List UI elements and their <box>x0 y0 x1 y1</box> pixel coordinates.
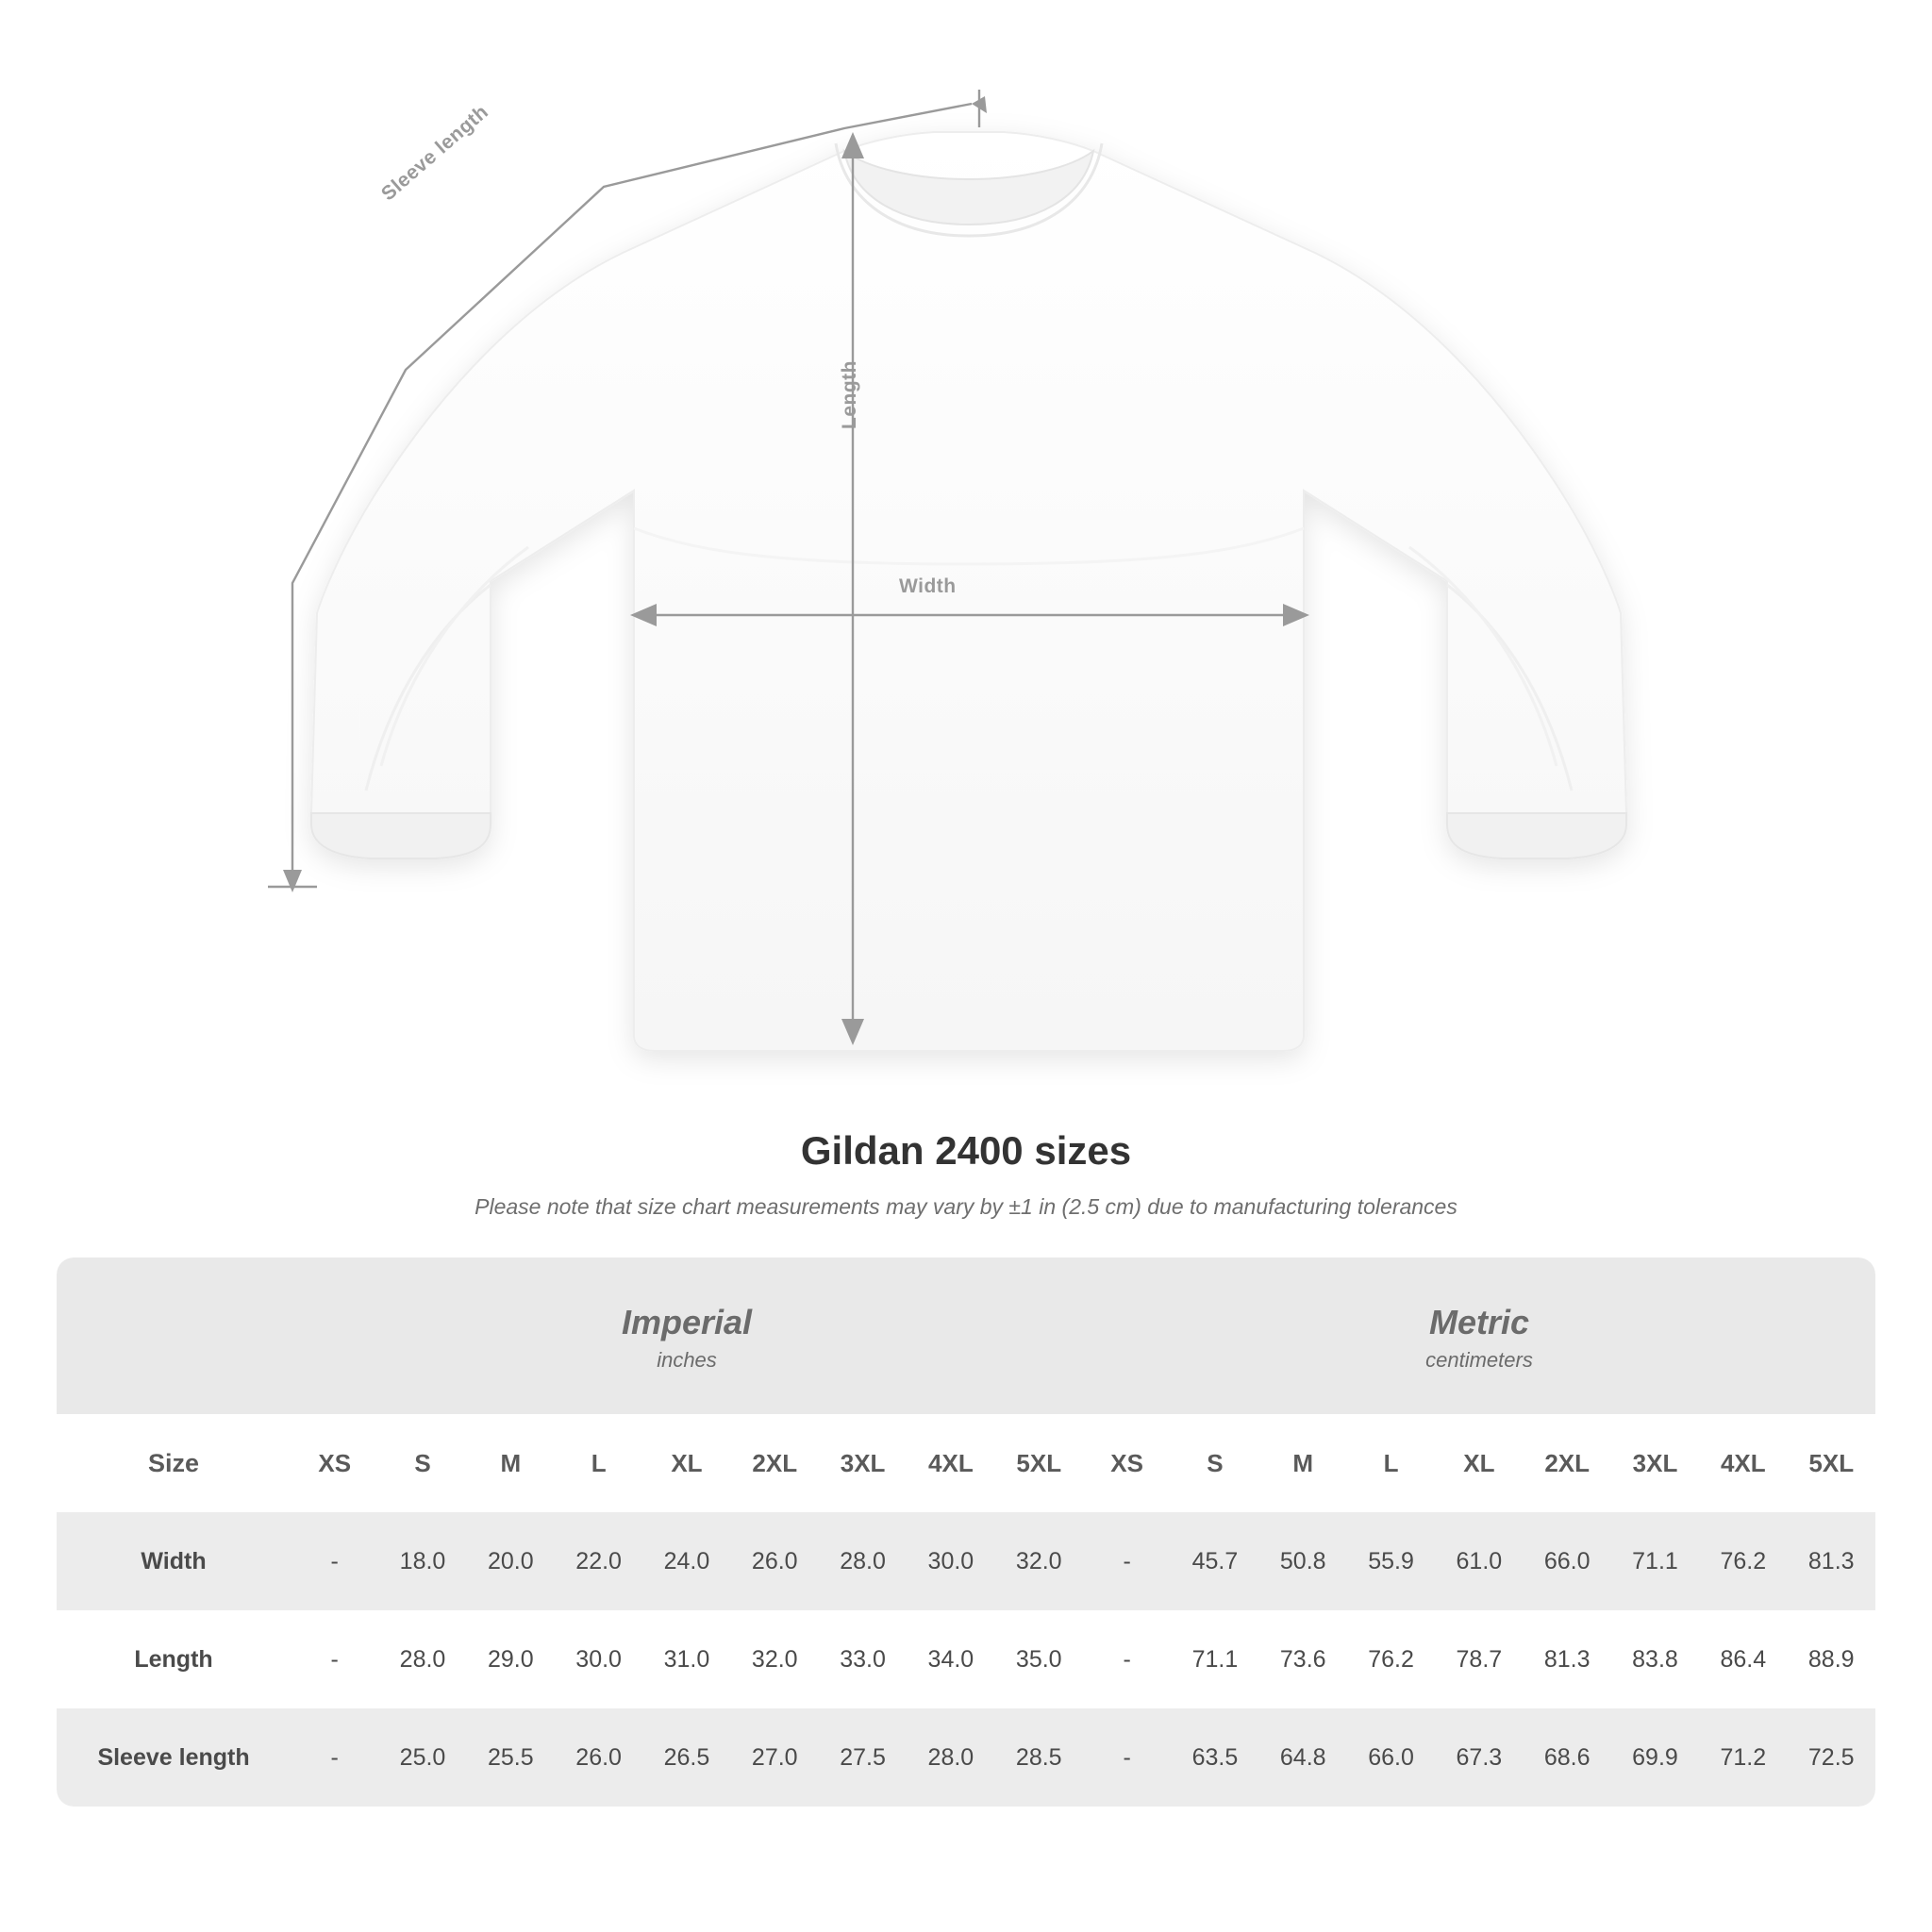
size-header-metric-3xl: 3XL <box>1611 1414 1699 1512</box>
width-cm-3xl: 71.1 <box>1611 1512 1699 1610</box>
table-row <box>57 1512 1875 1610</box>
sleeve-in-5xl: 28.5 <box>995 1708 1083 1807</box>
width-cm-m: 50.8 <box>1259 1512 1347 1610</box>
size-header-imperial-2xl: 2XL <box>731 1414 819 1512</box>
unit-metric-name: Metric <box>1428 1302 1529 1341</box>
length-dimension-label: Length <box>839 360 860 429</box>
size-header-metric-m: M <box>1259 1414 1347 1512</box>
unit-header-imperial <box>291 1257 1083 1414</box>
sleeve-in-xl: 26.5 <box>642 1708 730 1807</box>
size-header-metric-2xl: 2XL <box>1524 1414 1611 1512</box>
width-cm-s: 45.7 <box>1171 1512 1258 1610</box>
table-row <box>57 1610 1875 1708</box>
sleeve-cm-2xl: 68.6 <box>1524 1708 1611 1807</box>
length-in-s: 28.0 <box>378 1610 466 1708</box>
length-in-2xl: 32.0 <box>731 1610 819 1708</box>
sleeve-cm-l: 66.0 <box>1347 1708 1435 1807</box>
unit-imperial-name: Imperial <box>621 1302 753 1341</box>
size-header-metric-s: S <box>1171 1414 1258 1512</box>
size-header-metric-xs: XS <box>1083 1414 1171 1512</box>
width-in-s: 18.0 <box>378 1512 466 1610</box>
sleeve-length-dimension-label: Sleeve length <box>377 100 493 206</box>
size-header-metric-l: L <box>1347 1414 1435 1512</box>
size-header-imperial-xs: XS <box>291 1414 378 1512</box>
unit-metric-sub: centimeters <box>1425 1347 1533 1372</box>
size-header-imperial-5xl: 5XL <box>995 1414 1083 1512</box>
width-in-xs: - <box>291 1512 378 1610</box>
sleeve-cm-4xl: 71.2 <box>1699 1708 1787 1807</box>
size-header-imperial-l: L <box>555 1414 642 1512</box>
length-in-xs: - <box>291 1610 378 1708</box>
size-header-imperial-s: S <box>378 1414 466 1512</box>
size-header-imperial-m: M <box>467 1414 555 1512</box>
sleeve-in-s: 25.0 <box>378 1708 466 1807</box>
width-in-4xl: 30.0 <box>907 1512 994 1610</box>
chart-heading <box>0 1128 1932 1220</box>
width-cm-xs: - <box>1083 1512 1171 1610</box>
sleeve-in-4xl: 28.0 <box>907 1708 994 1807</box>
row-label-width: Width <box>57 1512 291 1610</box>
length-cm-3xl: 83.8 <box>1611 1610 1699 1708</box>
width-in-5xl: 32.0 <box>995 1512 1083 1610</box>
unit-header-metric <box>1083 1257 1875 1414</box>
width-cm-2xl: 66.0 <box>1524 1512 1611 1610</box>
size-header-label: Size <box>57 1414 291 1512</box>
length-cm-xs: - <box>1083 1610 1171 1708</box>
length-in-xl: 31.0 <box>642 1610 730 1708</box>
width-in-2xl: 26.0 <box>731 1512 819 1610</box>
table-row <box>57 1708 1875 1807</box>
length-cm-m: 73.6 <box>1259 1610 1347 1708</box>
sleeve-cm-xl: 67.3 <box>1435 1708 1523 1807</box>
length-cm-xl: 78.7 <box>1435 1610 1523 1708</box>
width-cm-5xl: 81.3 <box>1787 1512 1875 1610</box>
width-in-l: 22.0 <box>555 1512 642 1610</box>
unit-header-spacer <box>57 1257 291 1414</box>
page-title: Gildan 2400 sizes <box>800 1128 1132 1173</box>
sleeve-cm-s: 63.5 <box>1171 1708 1258 1807</box>
unit-imperial-sub: inches <box>657 1347 717 1372</box>
sleeve-in-2xl: 27.0 <box>731 1708 819 1807</box>
sleeve-in-3xl: 27.5 <box>819 1708 907 1807</box>
width-cm-l: 55.9 <box>1347 1512 1435 1610</box>
length-in-5xl: 35.0 <box>995 1610 1083 1708</box>
width-cm-xl: 61.0 <box>1435 1512 1523 1610</box>
sleeve-in-l: 26.0 <box>555 1708 642 1807</box>
shirt-shape <box>311 132 1626 1051</box>
size-header-metric-4xl: 4XL <box>1699 1414 1787 1512</box>
length-in-3xl: 33.0 <box>819 1610 907 1708</box>
row-label-length: Length <box>57 1610 291 1708</box>
width-in-m: 20.0 <box>467 1512 555 1610</box>
width-cm-4xl: 76.2 <box>1699 1512 1787 1610</box>
size-header-imperial-3xl: 3XL <box>819 1414 907 1512</box>
size-header-imperial-xl: XL <box>642 1414 730 1512</box>
width-dimension-label: Width <box>899 575 957 597</box>
length-cm-4xl: 86.4 <box>1699 1610 1787 1708</box>
size-table <box>57 1257 1875 1807</box>
width-in-xl: 24.0 <box>642 1512 730 1610</box>
length-cm-s: 71.1 <box>1171 1610 1258 1708</box>
tolerance-note: Please note that size chart measurements may vary by ±1 in (2.5 cm) due to manufacturing tolerances <box>475 1194 1457 1219</box>
table-size-header-row <box>57 1414 1875 1512</box>
sleeve-in-m: 25.5 <box>467 1708 555 1807</box>
size-header-imperial-4xl: 4XL <box>907 1414 994 1512</box>
length-cm-5xl: 88.9 <box>1787 1610 1875 1708</box>
length-in-l: 30.0 <box>555 1610 642 1708</box>
sleeve-cm-m: 64.8 <box>1259 1708 1347 1807</box>
sleeve-cm-5xl: 72.5 <box>1787 1708 1875 1807</box>
length-cm-2xl: 81.3 <box>1524 1610 1611 1708</box>
size-header-metric-5xl: 5XL <box>1787 1414 1875 1512</box>
size-header-metric-xl: XL <box>1435 1414 1523 1512</box>
size-table-container <box>57 1257 1875 1807</box>
length-cm-l: 76.2 <box>1347 1610 1435 1708</box>
length-in-m: 29.0 <box>467 1610 555 1708</box>
row-label-sleeve-length: Sleeve length <box>57 1708 291 1807</box>
sleeve-in-xs: - <box>291 1708 378 1807</box>
table-unit-header-row <box>57 1257 1875 1414</box>
width-in-3xl: 28.0 <box>819 1512 907 1610</box>
length-in-4xl: 34.0 <box>907 1610 994 1708</box>
sleeve-cm-3xl: 69.9 <box>1611 1708 1699 1807</box>
sleeve-cm-xs: - <box>1083 1708 1171 1807</box>
